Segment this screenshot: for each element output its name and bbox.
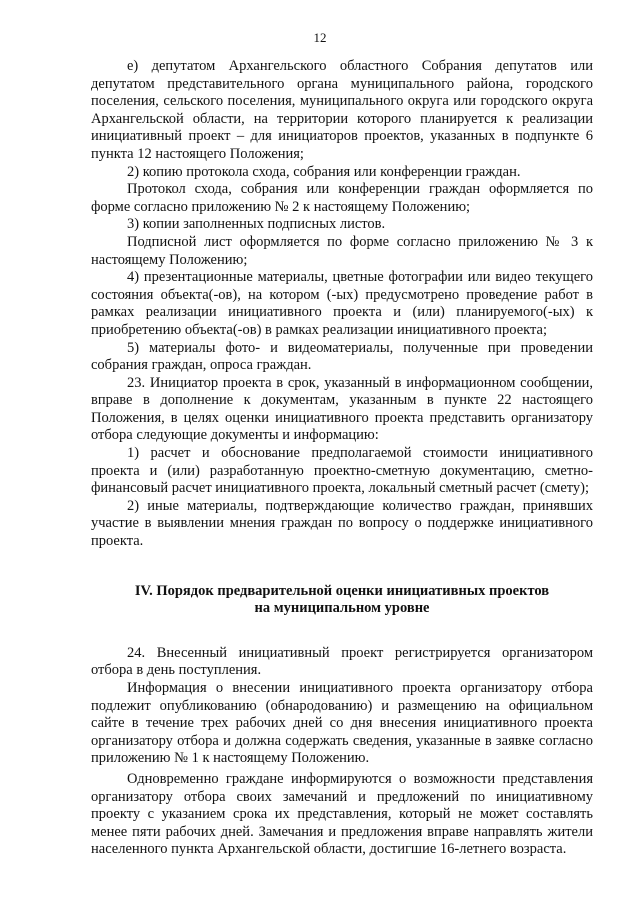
- paragraph-item-1-cost-estimate: 1) расчет и обоснование предполагаемой стоимости инициативного проекта и (или) разработанную проектно-сметную документацию, сметно-финансовый расчет инициативного проекта, локальный сметный расчет (смету);: [91, 445, 593, 497]
- paragraph-item-2-protocol: 2) копию протокола схода, собрания или конференции граждан.: [127, 163, 521, 180]
- section-heading: [91, 583, 593, 618]
- section-heading-line1: IV. Порядок предварительной оценки инициативных проектов: [134, 582, 550, 599]
- section-heading-line2: на муниципальном уровне: [254, 600, 430, 617]
- paragraph-item-4-presentation: 4) презентационные материалы, цветные фотографии или видео текущего состояния объекта(-ов), на котором (-ых) предусмотрено проведение работ в рамках реализации инициативного проекта и (или) планируемого(-ых) к приобретению объекта(-ов) в рамках реализации инициативного проекта;: [91, 269, 593, 338]
- paragraph-signature-list-form: Подписной лист оформляется по форме согласно приложению № 3 к настоящему Положению;: [91, 233, 593, 268]
- paragraph-item-2-other-materials: 2) иные материалы, подтверждающие количество граждан, принявших участие в выявлении мнения граждан по вопросу о поддержке инициативного проекта.: [91, 497, 593, 550]
- page-number: 12: [313, 30, 327, 45]
- paragraph-clause-23: 23. Инициатор проекта в срок, указанный в информационном сообщении, вправе в дополнение к документам, указанным в пункте 22 настоящего Положения, в целях оценки инициативного проекта представить организатору отбора следующие документы и информацию:: [91, 374, 593, 444]
- paragraph-clause-24: 24. Внесенный инициативный проект регистрируется организатором отбора в день поступления.: [91, 644, 593, 679]
- paragraph-item-5-media: 5) материалы фото- и видеоматериалы, полученные при проведении собрания граждан, опроса граждан.: [91, 339, 593, 374]
- paragraph-item-3-signature-lists: 3) копии заполненных подписных листов.: [127, 216, 386, 233]
- paragraph-item-e: е) депутатом Архангельского областного Собрания депутатов или депутатом представительного органа муниципального района, городского поселения, сельского поселения, муниципального округа или городского округа Архангельской области, на территории которого планируется к реализации инициативный проект – для инициаторов проектов, указанных в подпункте 6 пункта 12 настоящего Положения;: [91, 58, 593, 162]
- paragraph-citizen-notification: Одновременно граждане информируются о возможности представления организатору отбора своих замечаний и предложений по инициативному проекту с указанием срока их представления, который не может составлять менее пяти рабочих дней. Замечания и предложения вправе направлять жители населенного пункта Архангельской области, достигшие 16-летнего возраста.: [91, 770, 593, 858]
- paragraph-protocol-form: Протокол схода, собрания или конференции граждан оформляется по форме согласно приложению № 2 к настоящему Положению;: [91, 181, 593, 215]
- document-body: [91, 58, 593, 859]
- paragraph-publication-info: Информация о внесении инициативного проекта организатору отбора подлежит опубликованию (обнародованию) и размещению на официальном сайте в течение трех рабочих дней со дня внесения инициативного проекта организатору отбора и должна содержать сведения, указанные в заявке согласно приложению № 1 к настоящему Положению.: [91, 680, 593, 767]
